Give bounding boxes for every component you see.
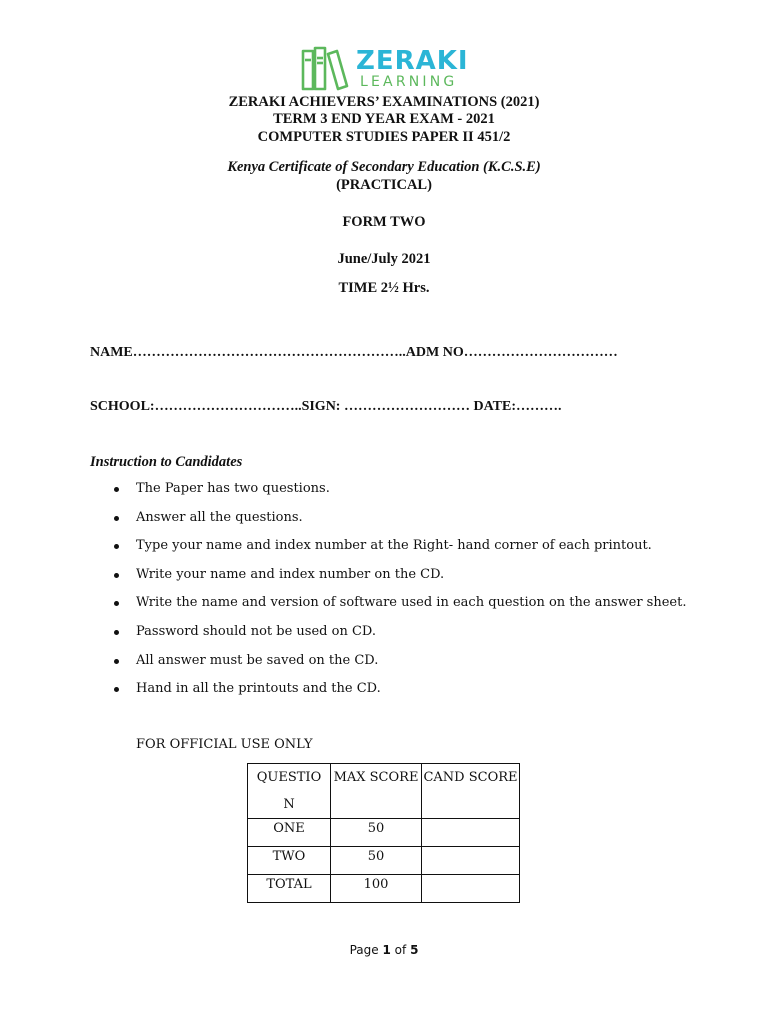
page-word: Page	[349, 943, 379, 957]
exam-title: ZERAKI ACHIEVERS’ EXAMINATIONS (2021)	[228, 94, 540, 110]
bullet-icon	[114, 659, 119, 664]
table-header-row	[248, 764, 520, 819]
table-row	[248, 819, 520, 847]
page-footer	[0, 943, 768, 957]
exam-paper: COMPUTER STUDIES PAPER II 451/2	[257, 129, 511, 145]
exam-form: FORM TWO	[342, 214, 426, 230]
instructions-title: Instruction to Candidates	[90, 454, 243, 470]
question-cell: ONE	[248, 819, 331, 847]
exam-date: June/July 2021	[337, 251, 431, 267]
list-item: The Paper has two questions.	[110, 481, 686, 510]
bullet-icon	[114, 487, 119, 492]
exam-certificate: Kenya Certificate of Secondary Education (K.C.S.E)	[227, 159, 541, 175]
exam-term: TERM 3 END YEAR EXAM - 2021	[273, 111, 495, 127]
question-cell: TOTAL	[248, 875, 331, 903]
max-score-cell: 50	[331, 847, 422, 875]
list-item: Type your name and index number at the Right- hand corner of each printout.	[110, 538, 686, 567]
list-item: Answer all the questions.	[110, 510, 686, 539]
list-item: Write your name and index number on the CD.	[110, 567, 686, 596]
logo-subtext: LEARNING	[360, 74, 458, 90]
of-word: of	[394, 943, 407, 957]
max-score-cell: 50	[331, 819, 422, 847]
exam-time: TIME 2½ Hrs.	[338, 280, 430, 296]
cand-score-cell[interactable]	[422, 819, 520, 847]
logo-text: ZERAKI	[356, 46, 469, 76]
question-cell: TWO	[248, 847, 331, 875]
bullet-icon	[114, 573, 119, 578]
bullet-icon	[114, 630, 119, 635]
list-item: Password should not be used on CD.	[110, 624, 686, 653]
table-row	[248, 875, 520, 903]
bullet-icon	[114, 516, 119, 521]
max-score-cell: 100	[331, 875, 422, 903]
page-total: 5	[410, 943, 419, 957]
header-max-score: MAX SCORE	[331, 764, 422, 819]
bullet-icon	[114, 544, 119, 549]
instructions-list	[110, 481, 686, 710]
list-item: Hand in all the printouts and the CD.	[110, 681, 686, 710]
list-item: All answer must be saved on the CD.	[110, 653, 686, 682]
bullet-icon	[114, 601, 119, 606]
cand-score-cell[interactable]	[422, 875, 520, 903]
books-icon	[300, 46, 350, 92]
official-use-label: FOR OFFICIAL USE ONLY	[136, 737, 313, 752]
exam-type: (PRACTICAL)	[336, 177, 432, 193]
bullet-icon	[114, 687, 119, 692]
name-adm-field: NAME…………………………………………………..ADM NO……………………………	[90, 345, 618, 360]
header-question: QUESTIO N	[248, 764, 331, 819]
zeraki-logo	[298, 44, 478, 94]
header-cand-score: CAND SCORE	[422, 764, 520, 819]
official-score-table	[247, 763, 520, 903]
school-sign-date-field: SCHOOL:…………………………..SIGN: ……………………… DATE:……….	[90, 399, 562, 414]
page-number: 1	[382, 943, 391, 957]
cand-score-cell[interactable]	[422, 847, 520, 875]
table-row	[248, 847, 520, 875]
list-item: Write the name and version of software used in each question on the answer sheet.	[110, 595, 686, 624]
